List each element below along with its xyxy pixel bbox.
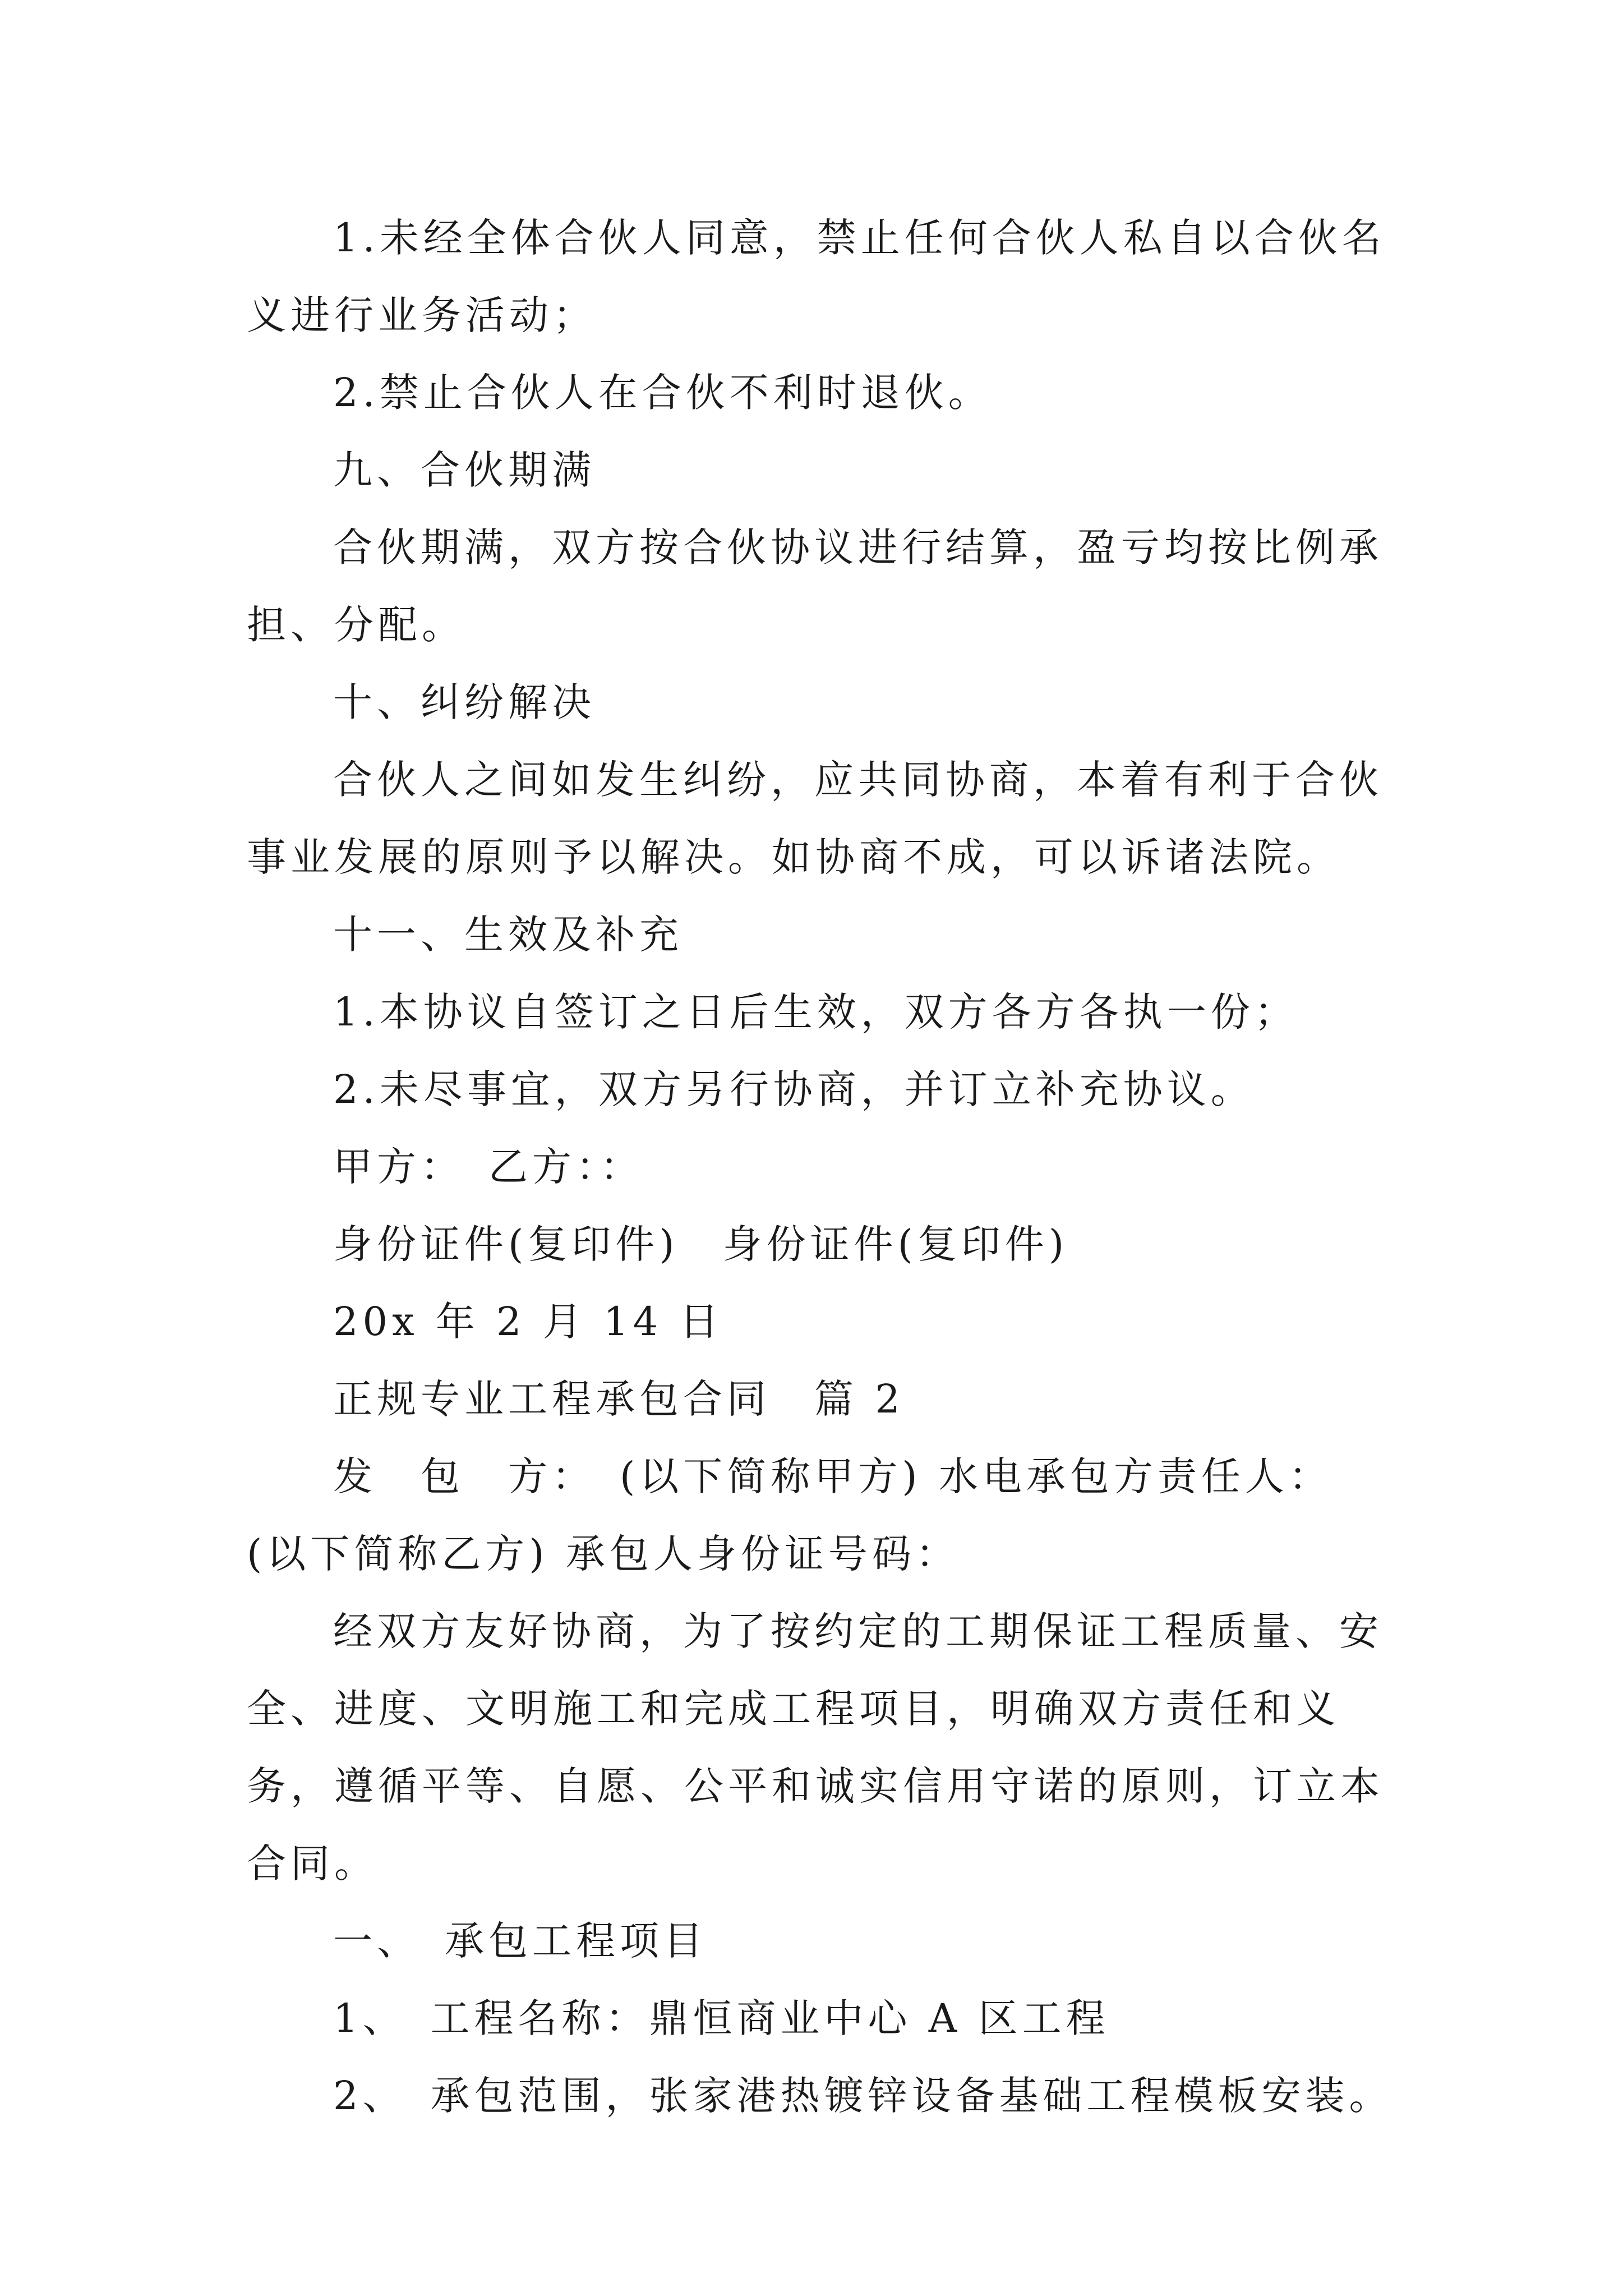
section-10-text: 合伙人之间如发生纠纷，应共同协商，本着有利于合伙事业发展的原则予以解决。如协商不成，可以诉诸法院。 <box>247 757 1383 880</box>
contract-parties: 发 包 方： (以下简称甲方) 水电承包方责任人： (以下简称乙方) 承包人身份证号码： <box>247 1453 1357 1577</box>
signing-date: 20x 年 2 月 14 日 <box>333 1299 723 1345</box>
contract-preamble: 经双方友好协商，为了按约定的工期保证工程质量、安全、进度、文明施工和完成工程项目，明确双方责任和义务，遵循平等、自愿、公平和诚实信用守诺的原则，订立本合同。 <box>247 1608 1384 1887</box>
contract-2-title: 正规专业工程承包合同 篇 2 <box>333 1376 905 1422</box>
section-heading-9: 九、合伙期满 <box>333 447 596 493</box>
project-name: 1、 工程名称：鼎恒商业中心 A 区工程 <box>333 1995 1110 2041</box>
contract-scope: 2、 承包范围，张家港热镀锌设备基础工程模板安装。 <box>333 2073 1393 2119</box>
clause-8-item-2: 2.禁止合伙人在合伙不利时退伙。 <box>333 370 992 416</box>
clause-8-item-1: 1.未经全体合伙人同意，禁止任何合伙人私自以合伙名义进行业务活动； <box>247 215 1386 338</box>
signature-parties: 甲方： 乙方：： <box>333 1144 644 1190</box>
id-documents: 身份证件(复印件) 身份证件(复印件) <box>333 1221 1069 1267</box>
contract-section-heading-1: 一、 承包工程项目 <box>333 1918 707 1964</box>
section-heading-11: 十一、生效及补充 <box>333 912 683 958</box>
clause-11-item-2: 2.未尽事宜，双方另行协商，并订立补充协议。 <box>333 1066 1255 1112</box>
document-body <box>247 199 1419 2134</box>
section-9-text: 合伙期满，双方按合伙协议进行结算，盈亏均按比例承担、分配。 <box>247 524 1383 648</box>
clause-11-item-1: 1.本协议自签订之日后生效，双方各方各执一份； <box>333 989 1298 1035</box>
section-heading-10: 十、纠纷解决 <box>333 679 596 725</box>
